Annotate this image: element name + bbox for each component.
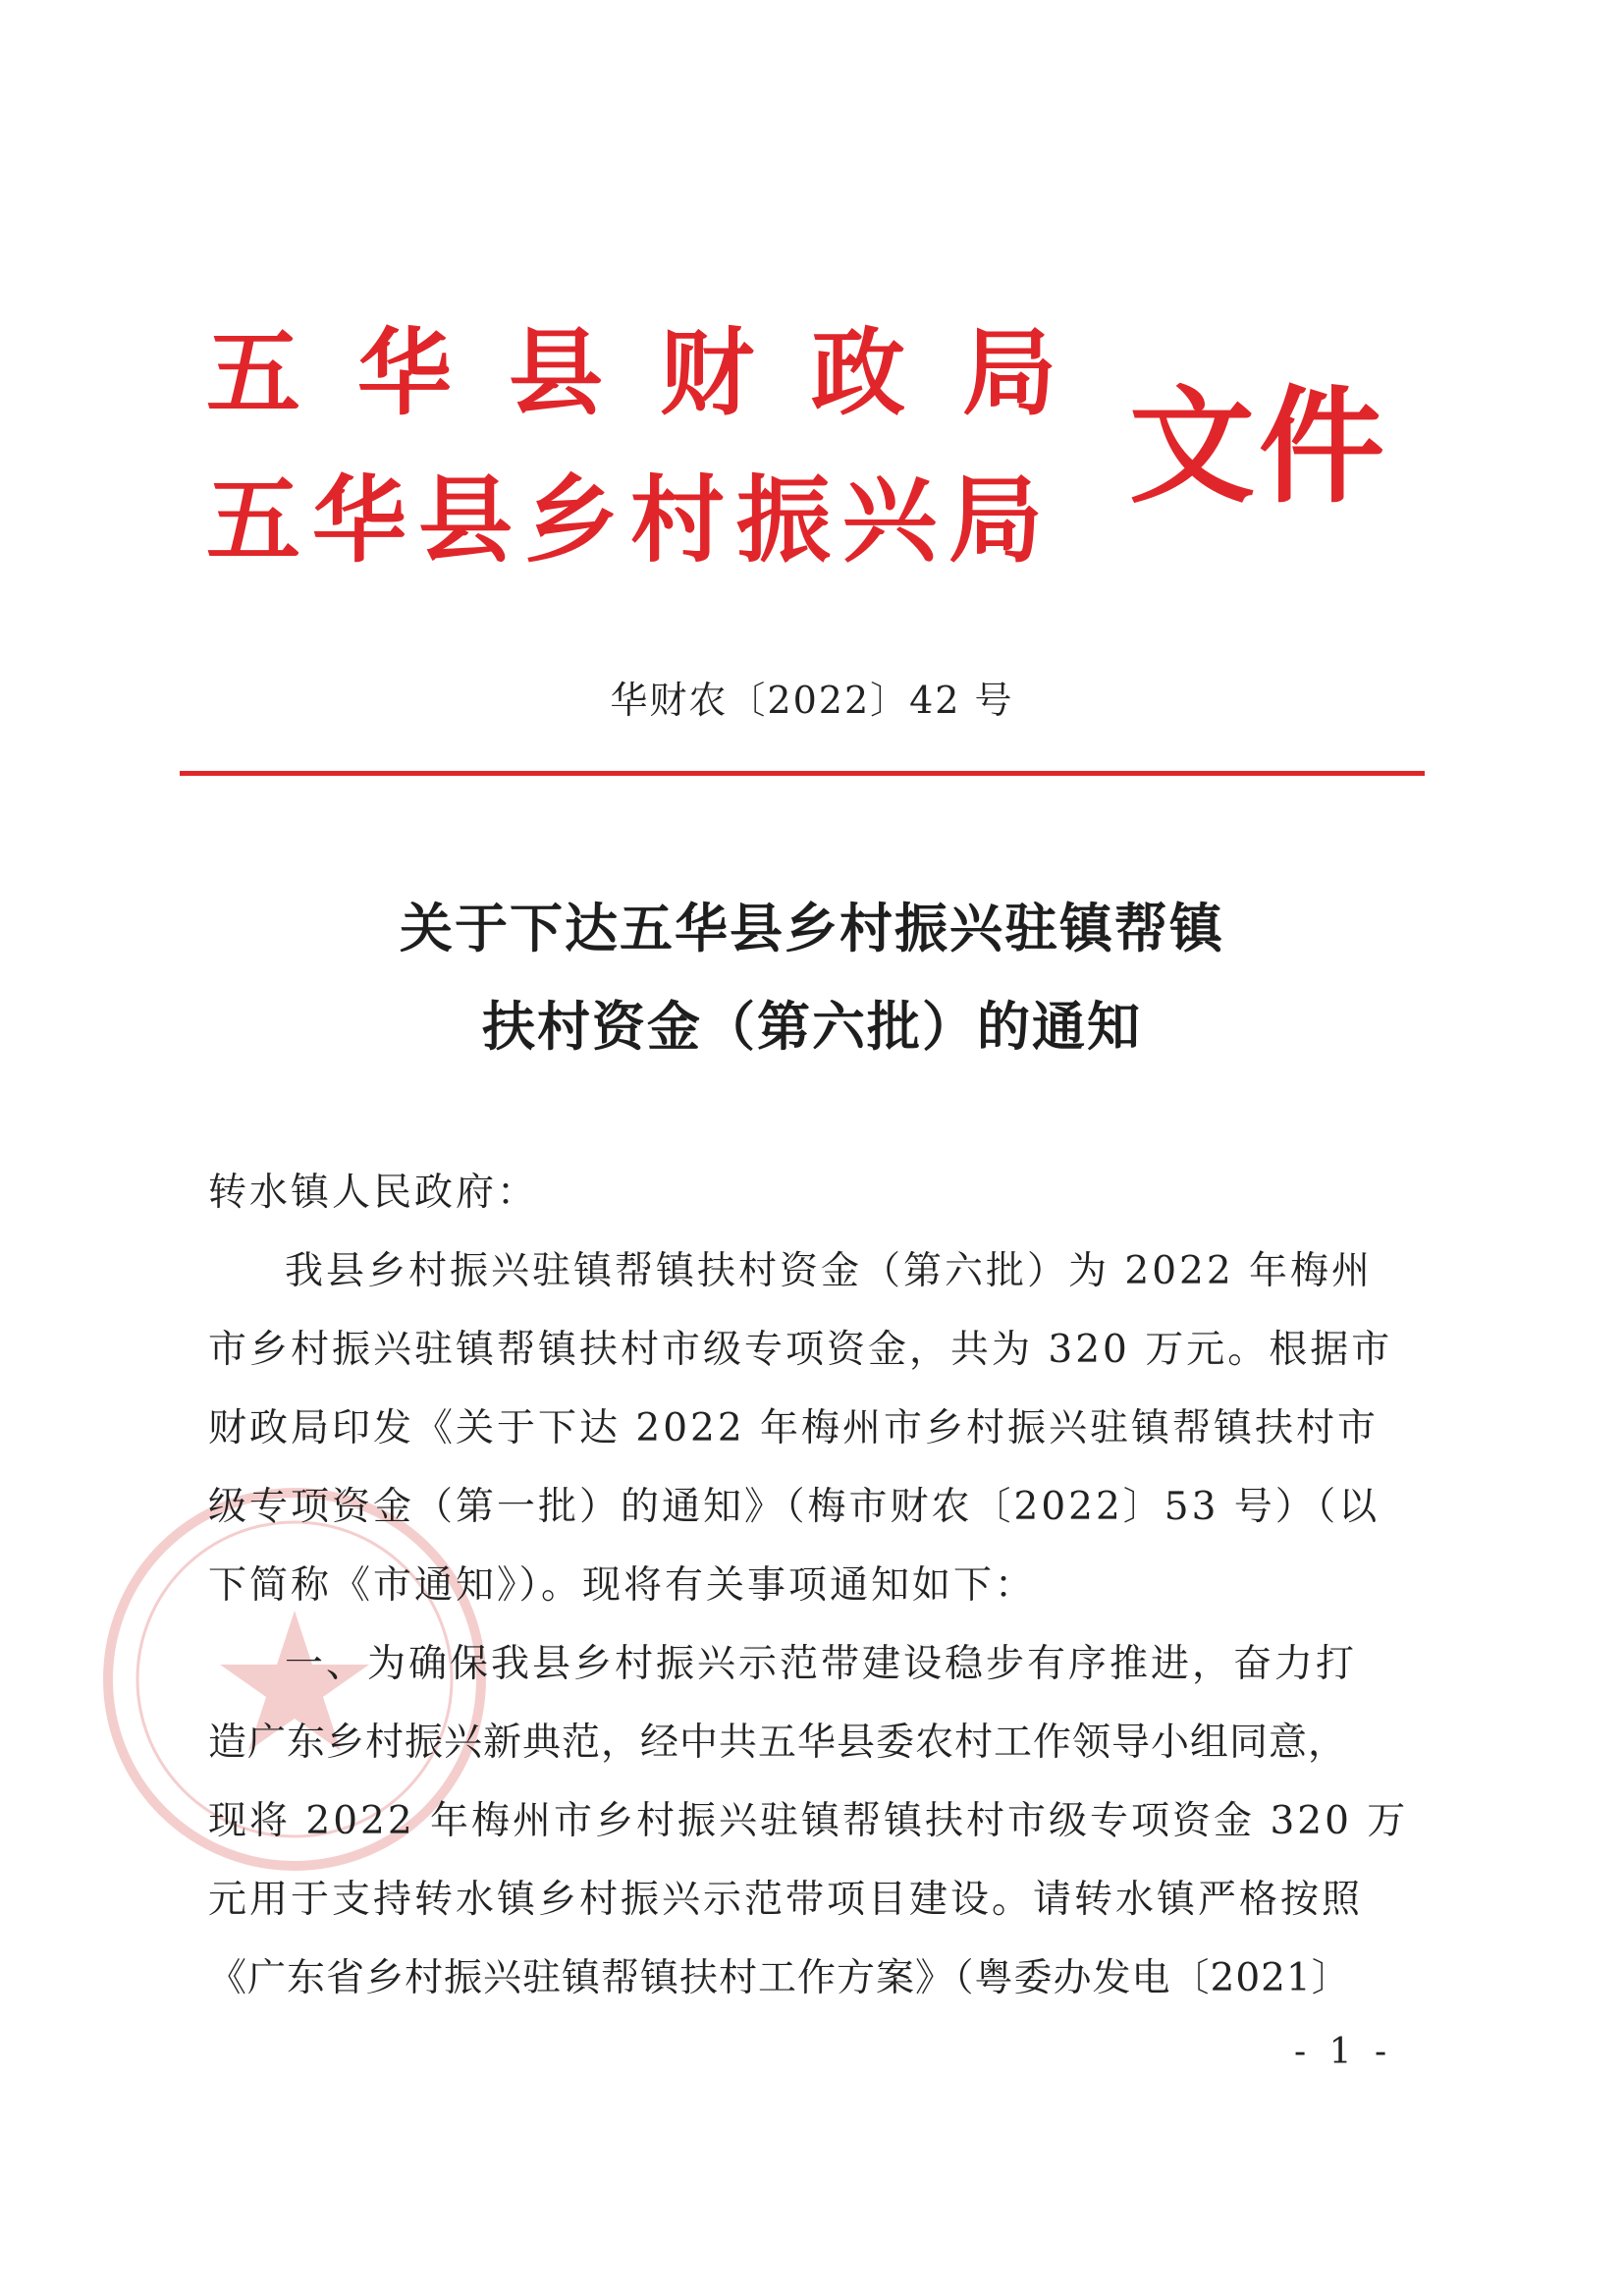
issuing-agency-1: 五华县财政局	[206, 317, 1113, 428]
document-title-line-1: 关于下达五华县乡村振兴驻镇帮镇	[400, 897, 1224, 959]
document-title-line-2: 扶村资金（第六批）的通知	[482, 995, 1142, 1058]
salutation: 转水镇人民政府：	[208, 1171, 539, 1215]
body-line: 现将 2022 年梅州市乡村振兴驻镇帮镇扶村市级专项资金 320 万	[208, 1799, 1409, 1843]
body-line: 市乡村振兴驻镇帮镇扶村市级专项资金，共为 320 万元。根据市	[208, 1328, 1393, 1372]
body-line: 级专项资金（第一批）的通知》（梅市财农〔2022〕53 号）（以	[208, 1485, 1380, 1529]
issuing-agency-2: 五华县乡村振兴局	[206, 465, 1055, 575]
body-line: 财政局印发《关于下达 2022 年梅州市乡村振兴驻镇帮镇扶村市	[208, 1406, 1380, 1450]
document-type: 文件	[1129, 373, 1389, 520]
body-line: 《广东省乡村振兴驻镇帮镇扶村工作方案》（粤委办发电〔2021〕	[208, 1956, 1351, 2000]
page-number: - 1 -	[1294, 2032, 1393, 2072]
document-number: 华财农〔2022〕42 号	[610, 679, 1014, 722]
red-divider	[180, 771, 1425, 776]
body-line: 一、为确保我县乡村振兴示范带建设稳步有序推进，奋力打	[285, 1642, 1358, 1686]
body-line: 造广东乡村振兴新典范，经中共五华县委农村工作领导小组同意，	[208, 1721, 1348, 1765]
body-line: 我县乡村振兴驻镇帮镇扶村资金（第六批）为 2022 年梅州	[285, 1249, 1374, 1293]
body-line: 下简称《市通知》）。现将有关事项通知如下：	[208, 1563, 1037, 1608]
body-line: 元用于支持转水镇乡村振兴示范带项目建设。请转水镇严格按照	[208, 1878, 1364, 1922]
